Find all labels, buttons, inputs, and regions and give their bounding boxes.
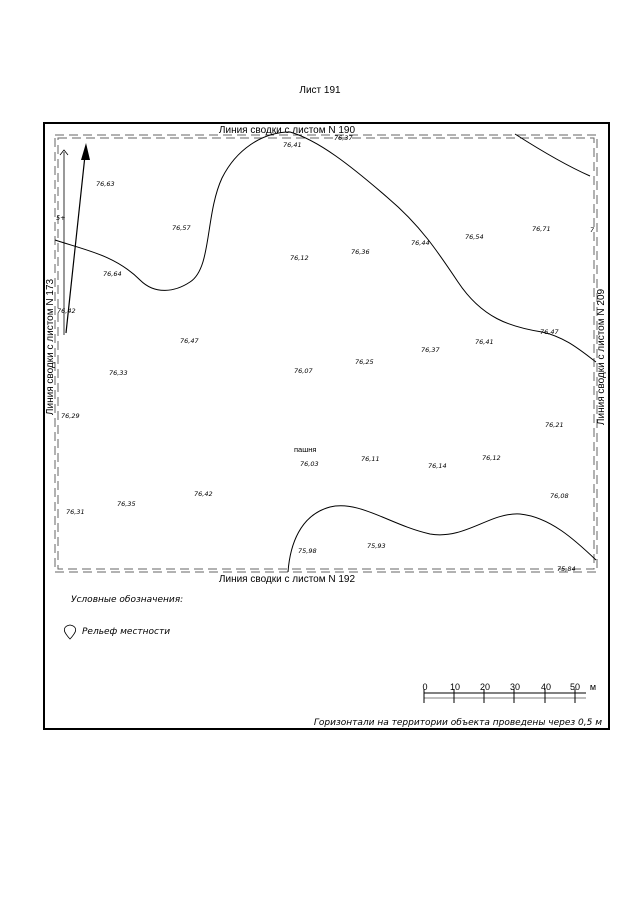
spot-height: 76,11	[361, 455, 380, 463]
spot-height: 76,21	[545, 421, 564, 429]
spot-height: 76,42	[57, 307, 76, 315]
contour-line-top-right	[515, 134, 590, 176]
contour-legend-icon	[64, 625, 75, 639]
scale-tick-label: 0	[422, 682, 428, 692]
survey-boundary-inner	[58, 138, 594, 569]
spot-heights	[56, 134, 595, 573]
spot-height: 76,47	[180, 337, 199, 345]
spot-height: 75,84	[557, 565, 576, 573]
scale-bar	[422, 682, 596, 703]
spot-height: 76,08	[550, 492, 569, 500]
scale-unit: м	[589, 682, 597, 692]
spot-height: 75,98	[298, 547, 317, 555]
spot-height: 76,47	[540, 328, 559, 336]
survey-boundary-outer	[55, 135, 597, 572]
spot-height: 76,54	[465, 233, 484, 241]
edge-mark: 7	[590, 226, 595, 234]
spot-height: 76,12	[290, 254, 309, 262]
scale-tick-label: 10	[449, 682, 461, 692]
spot-height: 76,63	[96, 180, 115, 188]
boundary-label-right: Линия сводки с листом N 209	[596, 288, 607, 426]
contour-interval-note: Горизонтали на территории объекта проведены через 0,5 м	[313, 718, 602, 728]
spot-height: 76,03	[300, 460, 319, 468]
spot-height: 76,14	[428, 462, 447, 470]
spot-height: 76,31	[66, 508, 85, 516]
spot-height: 76,07	[294, 367, 313, 375]
spot-height: 76,37	[421, 346, 440, 354]
spot-height: 76,33	[109, 369, 128, 377]
contour-line-top-left	[55, 132, 596, 362]
spot-height: 76,37	[334, 134, 353, 142]
spot-height: 76,57	[172, 224, 191, 232]
sheet-title: Лист 191	[299, 85, 341, 96]
spot-height: 76,44	[411, 239, 430, 247]
scale-tick-label: 50	[569, 682, 581, 692]
spot-height: 76,41	[475, 338, 494, 346]
spot-height: 75,93	[367, 542, 386, 550]
scale-tick-label: 20	[479, 682, 491, 692]
boundary-label-bottom: Линия сводки с листом N 192	[218, 574, 356, 585]
legend-relief-label: Рельеф местности	[82, 627, 171, 637]
spot-height: 76,12	[482, 454, 501, 462]
spot-height: 76,41	[283, 141, 302, 149]
spot-height: 76,71	[532, 225, 551, 233]
spot-height: 76,29	[61, 412, 80, 420]
contour-line-bottom	[288, 506, 596, 572]
edge-mark: 5+	[56, 214, 66, 222]
spot-height: 76,36	[351, 248, 370, 256]
spot-height: 76,25	[355, 358, 374, 366]
spot-height: 76,64	[103, 270, 122, 278]
legend-title: Условные обозначения:	[71, 595, 184, 605]
spot-height: 76,35	[117, 500, 136, 508]
scale-tick-label: 30	[509, 682, 521, 692]
land-use-label: пашня	[294, 445, 317, 454]
boundary-label-left: Линия сводки с листом N 173	[45, 278, 56, 416]
spot-height: 76,42	[194, 490, 213, 498]
scale-tick-label: 40	[540, 682, 552, 692]
boundary-label-top: Линия сводки с листом N 190	[218, 125, 356, 136]
